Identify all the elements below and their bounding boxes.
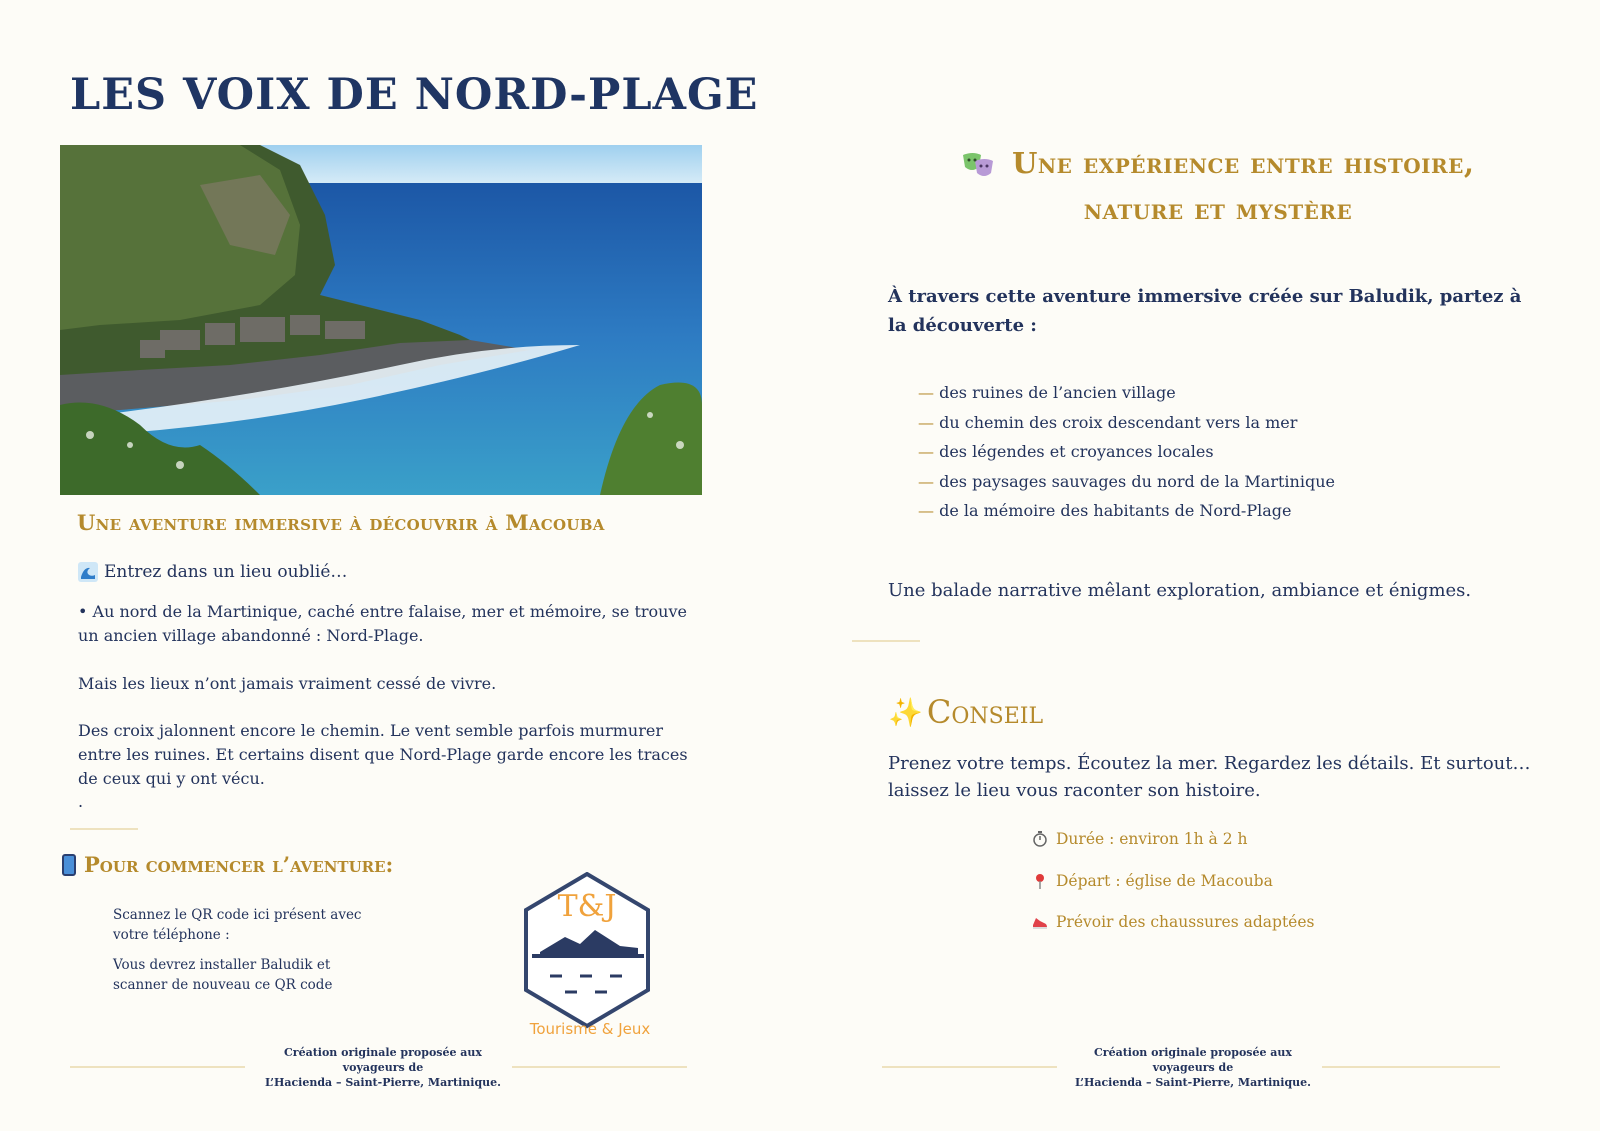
tourisme-jeux-logo xyxy=(520,872,655,1042)
right-title-line-1 xyxy=(878,140,1558,186)
right-page xyxy=(800,0,1600,1131)
list-item: — du chemin des croix descendant vers la mer xyxy=(918,408,1335,438)
footer-rule-left xyxy=(882,1066,1057,1068)
footer xyxy=(1068,1045,1318,1090)
footer-line-2: L’Hacienda – Saint-Pierre, Martinique. xyxy=(265,1076,501,1089)
departure-text: Départ : église de Macouba xyxy=(1056,872,1273,890)
footer-line-1: Création originale proposée aux voyageurs de xyxy=(284,1046,482,1074)
list-item: — des ruines de l’ancien village xyxy=(918,378,1335,408)
logo-caption: Tourisme & Jeux xyxy=(529,1020,651,1038)
theater-masks-icon xyxy=(961,151,995,179)
departure-line xyxy=(1032,872,1273,890)
intro-line xyxy=(78,562,347,582)
start-heading xyxy=(62,852,393,877)
footer-rule-right xyxy=(512,1066,687,1068)
conseil-heading-text: Conseil xyxy=(926,693,1044,731)
duration-line xyxy=(1032,830,1247,848)
list-item: — des légendes et croyances locales xyxy=(918,437,1335,467)
install-instruction: Vous devrez installer Baludik et scanner de nouveau ce QR code xyxy=(113,957,333,993)
divider xyxy=(70,828,138,830)
list-item: — des paysages sauvages du nord de la Martinique xyxy=(918,467,1335,497)
right-title-line-2: nature et mystère xyxy=(1083,192,1353,226)
paragraph-3: Des croix jalonnent encore le chemin. Le vent semble parfois murmurer entre les ruines. Et certains disent que Nord-Plage garde encore les traces de ceux qui y ont vécu. xyxy=(78,721,688,788)
shoe-icon xyxy=(1032,914,1048,930)
right-intro: À travers cette aventure immersive créée sur Baludik, partez à la découverte : xyxy=(888,286,1522,336)
footer-line-2: L’Hacienda – Saint-Pierre, Martinique. xyxy=(1075,1076,1311,1089)
footer-rule-right xyxy=(1322,1066,1500,1068)
footer xyxy=(258,1045,508,1090)
shoes-line xyxy=(1032,913,1314,931)
shoes-text: Prévoir des chaussures adaptées xyxy=(1056,913,1315,931)
paragraph-2: Mais les lieux n’ont jamais vraiment cessé de vivre. xyxy=(78,674,497,693)
intro-text: Entrez dans un lieu oublié… xyxy=(104,562,348,582)
subtitle: Une aventure immersive à découvrir à Macouba xyxy=(77,510,605,535)
right-title xyxy=(878,140,1558,232)
right-title-text-1: Une expérience entre histoire, xyxy=(1012,146,1475,180)
paragraph-1: • Au nord de la Martinique, caché entre falaise, mer et mémoire, se trouve un ancien village abandonné : Nord-Plage. xyxy=(78,602,687,645)
tagline: Une balade narrative mêlant exploration, ambiance et énigmes. xyxy=(888,580,1472,601)
list-item: — de la mémoire des habitants de Nord-Plage xyxy=(918,496,1335,526)
logo-letters: T&J xyxy=(557,889,617,924)
footer-line-1: Création originale proposée aux voyageurs de xyxy=(1094,1046,1292,1074)
pin-icon xyxy=(1032,873,1048,889)
phone-icon xyxy=(62,854,76,876)
main-title: LES VOIX DE NORD-PLAGE xyxy=(70,70,759,120)
conseil-heading xyxy=(888,693,1043,731)
conseil-text: Prenez votre temps. Écoutez la mer. Regardez les détails. Et surtout… laissez le lieu vous raconter son histoire. xyxy=(888,753,1531,801)
start-heading-text: Pour commencer l’aventure: xyxy=(84,852,394,877)
divider xyxy=(852,640,920,642)
coast-photo xyxy=(60,145,702,495)
wave-icon xyxy=(78,562,98,582)
sparkles-icon: ✨ xyxy=(888,695,923,729)
paragraph-4: . xyxy=(78,792,84,811)
footer-rule-left xyxy=(70,1066,245,1068)
discovery-list xyxy=(918,378,1335,526)
qr-instruction: Scannez le QR code ici présent avec votre téléphone : xyxy=(113,907,362,943)
stopwatch-icon xyxy=(1032,831,1048,847)
duration-text: Durée : environ 1h à 2 h xyxy=(1056,830,1248,848)
